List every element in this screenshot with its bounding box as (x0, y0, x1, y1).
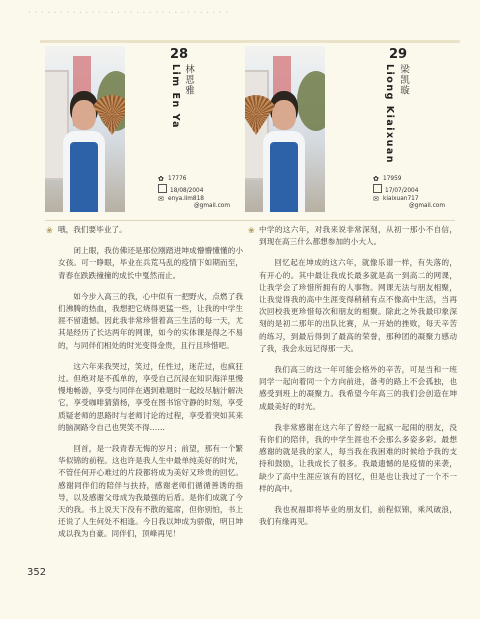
student-id: 17959 (383, 176, 402, 182)
student-photo-left (45, 46, 125, 212)
face (72, 100, 96, 130)
mail-icon: ✉ (373, 194, 379, 203)
calendar-icon (373, 184, 382, 193)
email-domain: @gmail.com (408, 203, 445, 210)
student-name-cn: 梁凯璇 (398, 64, 409, 96)
paragraph: 中学的这六年，对我来说非常深刻，从初一那小不自信，到现在高三什么都想参加的小大人。 (259, 225, 457, 247)
calendar-icon (158, 184, 167, 193)
paragraph: 我们高三的这一年可能会格外的辛苦，可是当和一班同学一起向着同一个方向前进，备考的路上不会孤独，也感受到班上的凝聚力。我希望今年高三的我们会创造在坤成最美好的时光。 (259, 365, 457, 411)
student-id: 17776 (168, 176, 187, 182)
mail-icon: ✉ (158, 194, 164, 203)
paragraph: 回忆起在坤成的这六年，就像乐谱一样，有失落的，有开心的。其中最让我成长最多就是高一到高二的网课，让我学会了珍惜所拥有的人事物。网课无法与朋友相聚，让我觉得我的高中生涯变得稍稍有点不像高中生活，当再次回校我更珍惜每次和朋友的相聚。除此之外我最印象深刻的是初二那年的出队比赛，从一开始的挫败，每天辛苦的练习，到最后得到了最高的荣誉，那种团的凝聚力感动了我，我会永远记得那一天。 (259, 258, 457, 353)
student-name-cn: 林恩雅 (183, 64, 194, 96)
student-photo-right (245, 46, 325, 212)
star-icon: ✿ (158, 175, 164, 183)
right-essay (259, 224, 457, 537)
star-icon: ✿ (373, 175, 379, 183)
birth-date: 17/07/2004 (385, 187, 419, 194)
paragraph: 哦，我们要毕业了。 (58, 225, 127, 234)
email-user: enya.lim818 (168, 195, 204, 202)
face (272, 100, 296, 130)
student-name-en: Lim En Ya (170, 64, 181, 129)
email-domain: @gmail.com (193, 203, 230, 210)
paragraph: 我也祝福即将毕业的朋友们，前程似锦，乘风破浪，我们有缘再见。 (259, 505, 457, 527)
paragraph: 闭上眼，我仿佛还是那位刚踏进坤成懵懵懂懂的小女孩。可一睁眼，毕业在兵荒马乱的疫情下如期而至，青春在跌跌撞撞的成长中戛然而止。 (58, 246, 243, 280)
student-info-left (158, 176, 230, 211)
email-user: kiaixuan717 (383, 195, 419, 202)
page-number: 352 (27, 567, 47, 578)
birth-date: 18/08/2004 (170, 187, 204, 194)
leaf-icon: ❀ (248, 226, 255, 235)
leaf-icon: ❀ (46, 226, 53, 235)
section-divider (45, 220, 455, 221)
student-number: 29 (389, 47, 408, 62)
paragraph: 回首，是一段青春无悔的岁月；前望，那有一个繁华似锦的前程。这也许是我人生中最单纯美好的时光，不管任何开心难过的片段都将成为美好又珍贵的回忆。感谢同伴们的陪伴与扶持，感谢老师们循循善诱的指导，以及感谢父母成为我最强的后盾。是你们成就了今天的我。书上说天下没有不散的筵席，但你别怕，书上还说了人生何处不相逢。今日我以坤成为骄傲，明日坤成以我为自豪。同伴们，顶峰再见！ (58, 444, 243, 539)
decorative-dots: · · · · · · · · · · · · · · · · · · · · · · · · · · · · · · · · (28, 8, 229, 19)
left-essay (58, 224, 243, 550)
uniform-pinafore (70, 142, 98, 212)
student-number: 28 (170, 47, 189, 62)
student-name-en: Liong Kiaixuan (384, 64, 395, 165)
paragraph: 这六年来我哭过，笑过，任性过，迷茫过，也疯狂过。但绝对是不孤单的，享受自己沉浸在知识海洋里慢慢地畅游，享受与同伴在遇到难题时一起绞尽脑汁解决它，享受咖啡猜猜杨，享受在图书馆守静的时刻，享受质疑老师的思路时与老师讨论的过程，享受着突如其来的脑洞路令自己也哭笑不得…… (58, 361, 243, 432)
paragraph: 我非常感谢在这六年了曾经一起疯一起闹的朋友，没有你们的陪伴，我的中学生涯也不会那么多姿多彩。最想感谢的就是我的家人，每当我在我困难的时候给予我的支持和鼓励，让我成长了很多。我最遗憾的是疫情的来袭，缺少了高中生涯应该有的回忆，但是也让我过了一个不一样的高中。 (259, 422, 457, 493)
uniform-pinafore (270, 142, 298, 212)
paragraph: 如今步入高三的我，心中似有一把野火，点燃了我们沸腾的热血，我想把它烧得更猛一些，让我的中学生涯不留遗憾。因此我非常珍惜着高三生活的每一天，尤其是经历了长达两年的网课，如今的实体课是得之不易的，与同伴们相处的时光变得金贵，且行且珍惜吧。 (58, 291, 243, 350)
student-info-right (373, 176, 445, 211)
